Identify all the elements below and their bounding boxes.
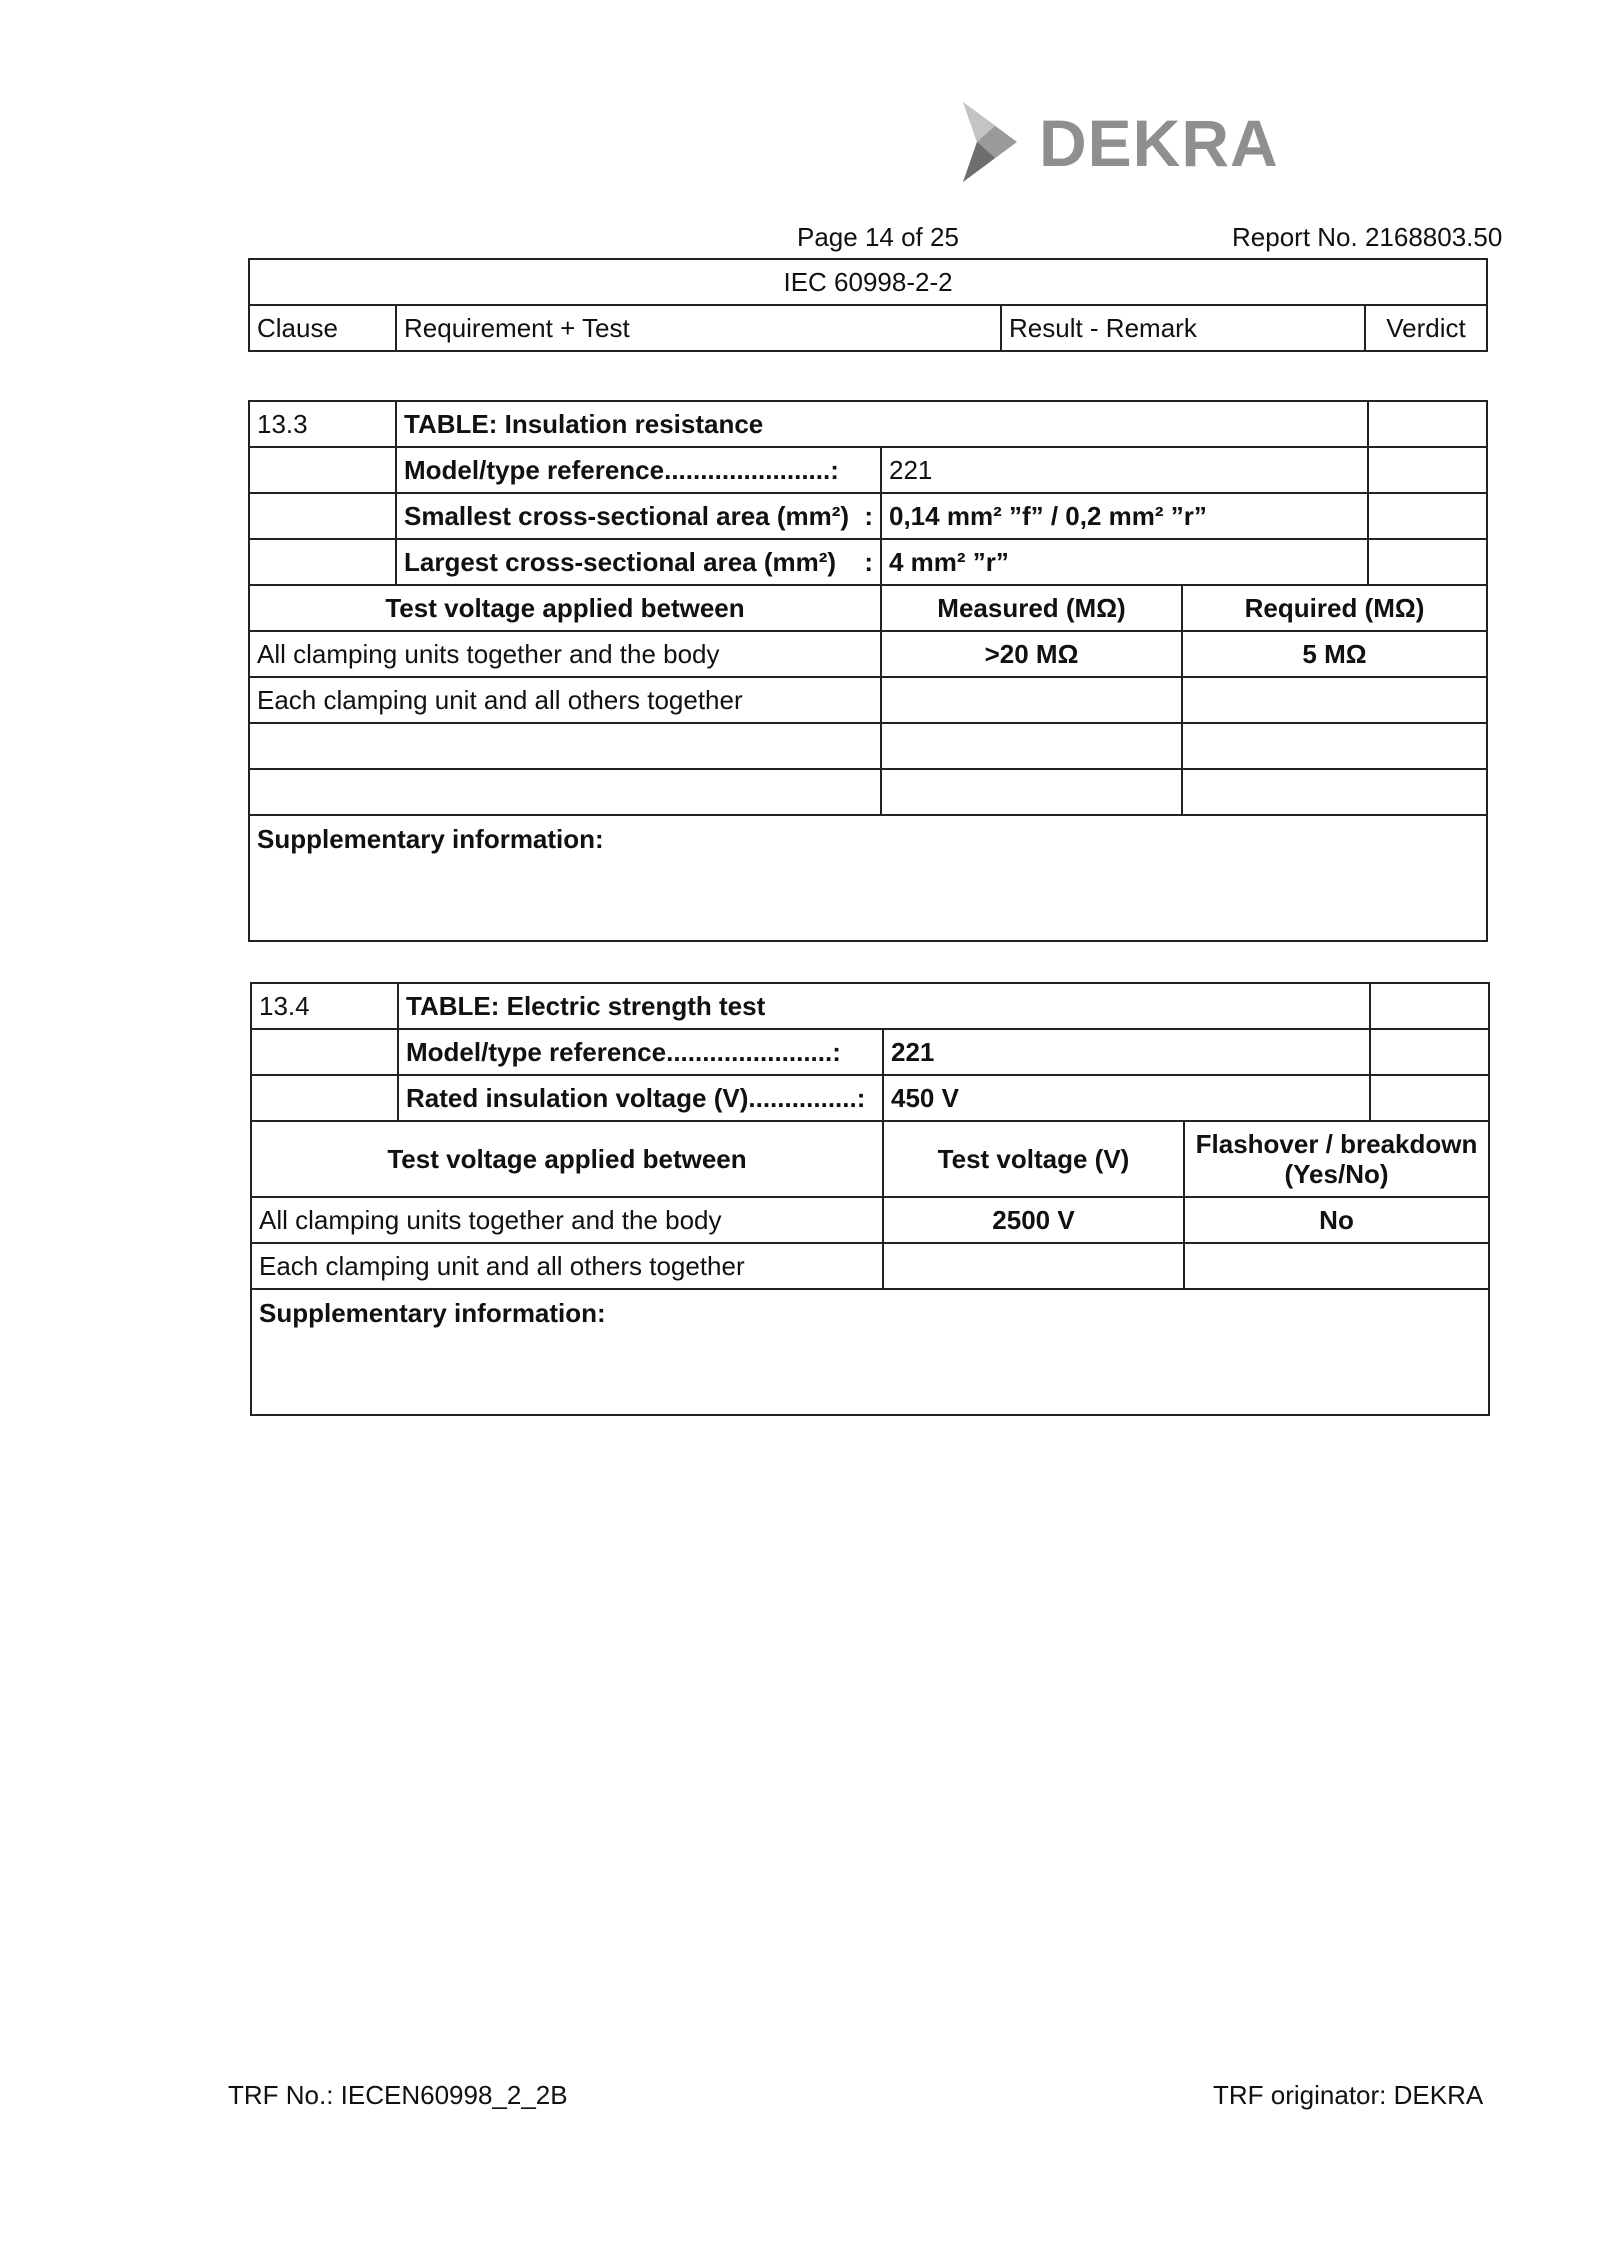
electric-strength-table: [250, 982, 1490, 1416]
flashover-header: Flashover / breakdown (Yes/No): [1184, 1121, 1489, 1197]
report-number: Report No. 2168803.50: [1232, 222, 1503, 252]
largest-area-value: 4 mm² ”r”: [881, 539, 1368, 585]
model-type-value: 221: [881, 447, 1368, 493]
header-table: [248, 258, 1488, 352]
table1-row1-label: All clamping units together and the body: [249, 631, 881, 677]
dekra-arrow-icon: [955, 98, 1025, 188]
logo-text: DEKRA: [1039, 106, 1279, 180]
table2-row1-label: All clamping units together and the body: [251, 1197, 883, 1243]
rated-voltage-value: 450 V: [883, 1075, 1370, 1121]
table2-model-type-label: Model/type reference.......................:: [398, 1029, 883, 1075]
rated-voltage-label: Rated insulation voltage (V)...............:: [398, 1075, 883, 1121]
table2-clause: 13.4: [251, 983, 398, 1029]
insulation-resistance-table: [248, 400, 1488, 942]
standard-title: IEC 60998-2-2: [249, 259, 1487, 305]
table2-model-type-value: 221: [883, 1029, 1370, 1075]
measured-header: Measured (MΩ): [881, 585, 1182, 631]
table1-row1-measured: >20 MΩ: [881, 631, 1182, 677]
table1-supplementary: Supplementary information:: [249, 815, 1487, 941]
table1-verdict-cell: [1368, 401, 1487, 447]
table1-row1-required: 5 MΩ: [1182, 631, 1487, 677]
verdict-header: Verdict: [1365, 305, 1487, 351]
smallest-area-label: Smallest cross-sectional area (mm²) :: [396, 493, 881, 539]
test-voltage-header: Test voltage (V): [883, 1121, 1184, 1197]
result-header: Result - Remark: [1001, 305, 1365, 351]
test-voltage-header: Test voltage applied between: [249, 585, 881, 631]
table2-title: TABLE: Electric strength test: [398, 983, 1370, 1029]
trf-number: TRF No.: IECEN60998_2_2B: [228, 2080, 568, 2110]
table2-row1-flashover: No: [1184, 1197, 1489, 1243]
table1-clause: 13.3: [249, 401, 396, 447]
table2-verdict-cell: [1370, 983, 1489, 1029]
largest-area-label: Largest cross-sectional area (mm²) :: [396, 539, 881, 585]
table1-title: TABLE: Insulation resistance: [396, 401, 1368, 447]
smallest-area-value: 0,14 mm² ”f” / 0,2 mm² ”r”: [881, 493, 1368, 539]
table2-row2-label: Each clamping unit and all others together: [251, 1243, 883, 1289]
table2-supplementary: Supplementary information:: [251, 1289, 1489, 1415]
table2-test-voltage-header: Test voltage applied between: [251, 1121, 883, 1197]
model-type-label: Model/type reference.......................:: [396, 447, 881, 493]
requirement-header: Requirement + Test: [396, 305, 1001, 351]
dekra-logo: [955, 98, 1279, 188]
trf-originator: TRF originator: DEKRA: [1213, 2080, 1484, 2110]
page-number: Page 14 of 25: [797, 222, 959, 252]
table2-row1-voltage: 2500 V: [883, 1197, 1184, 1243]
required-header: Required (MΩ): [1182, 585, 1487, 631]
table1-row2-label: Each clamping unit and all others together: [249, 677, 881, 723]
clause-header: Clause: [249, 305, 396, 351]
